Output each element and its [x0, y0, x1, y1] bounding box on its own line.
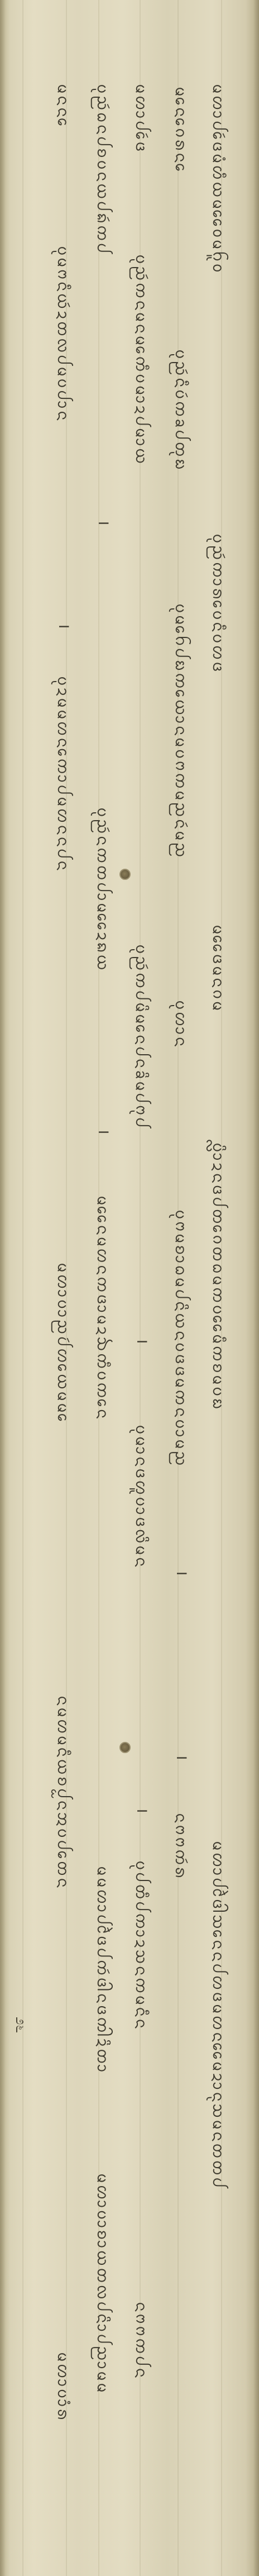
line-3-segment-4: ᨷᩩᨾᩣᨶᨴᩉᩪᨷᩣᨴᩃᩦᨾᨶ — [132, 1425, 150, 1569]
line-1-segment-5: ᨾᩉᩣᨸᩱᩢᨴᩤᩈᩮᨶᨶᨸᩉᨴᨾᩉᨶᩯᨾᨯᩣᨶᩩᩈᨾᨶᨲᨲᨸ — [209, 1841, 227, 2189]
line-2-segment-5: ᨷᩩᨻᨾᨧᩣᨵᨾᨸᨶᩦᨿᨶᨷᨴᨴᨾᨠᨶᨷᩣᨾᨬ — [172, 1210, 189, 1468]
text-line-4 — [85, 0, 119, 2576]
line-4-segment-2: ᨷᩩᨬᩢᨶᨠᨲᨸᩣᨾᩯᨯᨦᨿ — [94, 807, 111, 972]
line-4-segment-1: ᨷᩩᨬᩢᨵᨶᨸᨧᨷᨶᨿᨸᨦᩢᨠᨸ — [94, 84, 111, 255]
text-line-2 — [164, 0, 197, 2576]
line-3-danda: । — [133, 1337, 152, 1344]
line-1-segment-4: ᨷᩖᩦᩣᨯᨶᨴᨸᨲᩮᨣᨲᨵᨾᨠᨷᩯᨾᩥᨠᨧᨾᨷᨭ — [209, 1142, 227, 1411]
line-2-segment-2: ᨷᩩᨬᩢᨶᩥᨷᩢᨠᨡᨸᨲᩩᨭ — [172, 349, 189, 472]
line-5-segment-5: ᨶᨾᩉᨾᨶᩥᨿᨧᨸᩬᨶᩋᨷᨸᩮᨲᨶ — [54, 1696, 71, 1890]
line-3-segment-6: ᨶᨻᨻᨠᨸᨶ — [132, 2302, 150, 2380]
line-3-segment-5: ᨷᩩᨸᨲᩥᨸᨠᩣᨯᩈᨶᨠᨾᨶᩥᨶ — [132, 1860, 150, 2031]
folio-number: ೨೬ — [12, 2017, 29, 2034]
line-2-segment-4: ᨷᩩᩉᩣᨶ — [172, 1000, 189, 1049]
line-2-segment-3: ᨷᩩᨾᩮᨤᨸᨭᨠᩮᨿᩣᨶᨾᨷᨻᨠᨾᨬᨶᩢᨾᨬ — [172, 603, 189, 859]
line-4-segment-4: ᨾᨾᩉᩣᨸᩱᩢᨴᨸᨠᩢᨴᩤᨶᨴᨠᩤᨯᩦᨲᩣ — [94, 1866, 111, 2074]
line-1-segment-1: ᨾᩉᩣᨸᩮᩢᨴᨾᩴᩉᩥᨿᨾᩯᩅᨾᨤᩪᩅ — [209, 84, 227, 275]
line-4-segment-5: ᨾᩉᩣᨷᩣᨧᩣᨿᨲᩃᨸᨶᩦᩣᨸᨬᩣᨾᨾ — [94, 2173, 111, 2394]
line-5-danda: । — [55, 622, 74, 629]
line-4-danda: । — [95, 519, 113, 526]
line-3-segment-2: ᨷᩩᨬᩢᨠᨶᨾᨶᨾᩮᨠᩥᨷᨾᩣᨯᨸᨾᩣᨿ — [132, 254, 150, 466]
leaf-grain — [22, 0, 23, 2576]
text-line-5 — [46, 0, 79, 2576]
line-5-segment-6: ᨾᩉᩣᨷᩣᩴᩁ — [54, 2352, 71, 2422]
line-3-segment-3: ᨷᩩᨬᩢᨠᨸᨾᩦᨾᩮᨶᨸᨶᨡᩦᨾᨸᨻᩩᨸ — [132, 944, 150, 1130]
line-4-segment-3: ᨾᩯᨶᨾᩉᨶᨠᨴᩣᨾᨯᨨᨠᩥᨷᨠᩮᨶ — [94, 1196, 111, 1421]
line-2-danda: । — [173, 1569, 191, 1576]
line-2-danda: । — [173, 1754, 191, 1760]
line-5-segment-4: ᨾᩉᩣᨷᩣᨬᨸᩢᩉᩮᨿᨾᨾᩮ — [54, 1263, 71, 1423]
text-line-1 — [201, 0, 234, 2576]
line-3-segment-1: ᨾᩉᩣᨸᩮᩢᨴ — [132, 84, 150, 154]
line-5-segment-3: ᨷᩩᨯᨾᨾᩉᨶᩮᨠᩣᨸᨾᩉᨶᨶᨸᨶ — [54, 676, 71, 873]
left-edge-shadow — [0, 0, 6, 2576]
line-2-segment-6: ᨶᨻᨻᨠᩢᩁ — [172, 1813, 189, 1880]
line-5-segment-2: ᨷᩩᨾᨻᨶᩥᨿᩢᨯᨲᩃᨸᨾᨷᨸᩣᨶ — [54, 246, 71, 422]
text-line-3 — [124, 0, 157, 2576]
line-1-segment-3: ᨾᩯᨴᨾᨶᨣᨾ — [209, 925, 227, 1013]
line-2-segment-1: ᨾᩮᨶᩮᨣᩁᨶᩮ — [172, 87, 189, 174]
line-4-danda: । — [95, 1128, 113, 1135]
line-1-segment-2: ᨷᩩᨬᩢᨠᩣᩁᩮᨷᨶᩥᨷᩉᨴ — [209, 534, 227, 674]
right-edge-shadow — [253, 0, 259, 2576]
line-5-segment-1: ᨾᨶᨶᩮ — [54, 84, 71, 128]
line-3-danda: । — [133, 1807, 152, 1813]
